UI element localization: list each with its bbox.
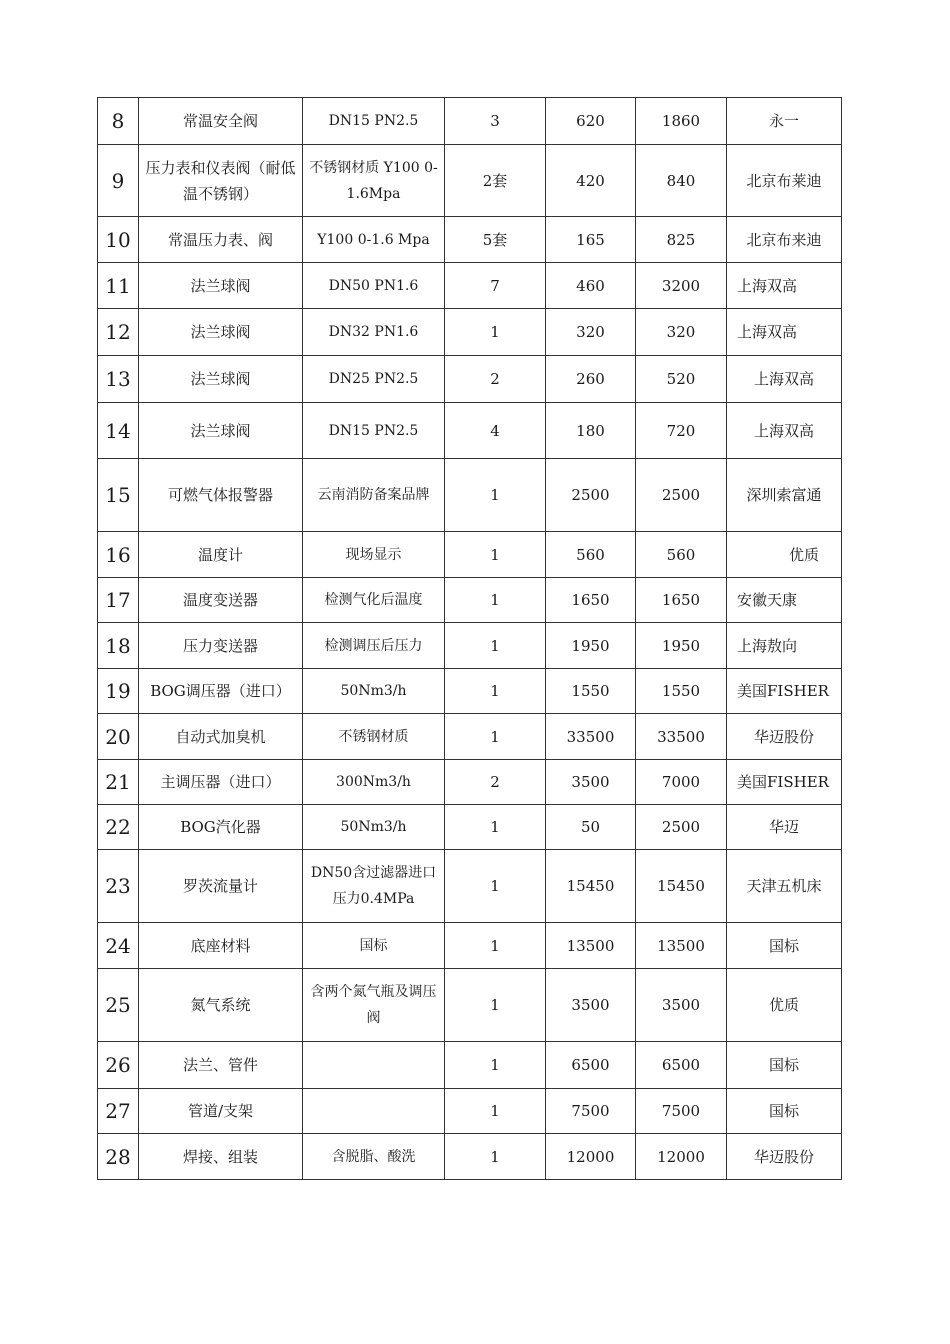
item-unit-price: 2500 [546, 459, 636, 532]
item-total: 15450 [636, 850, 727, 923]
item-name: 氮气系统 [139, 969, 303, 1042]
item-unit-price: 1650 [546, 578, 636, 623]
row-number: 28 [98, 1134, 139, 1180]
item-total: 560 [636, 532, 727, 578]
item-spec: DN15 PN2.5 [303, 403, 445, 459]
table-row [98, 459, 842, 532]
table-row [98, 98, 842, 145]
table-row [98, 578, 842, 623]
item-unit-price: 620 [546, 98, 636, 145]
item-spec: DN50 PN1.6 [303, 263, 445, 309]
item-spec: 云南消防备案品牌 [303, 459, 445, 532]
item-total: 3200 [636, 263, 727, 309]
item-brand: 优质 [727, 969, 842, 1042]
item-brand: 北京布来迪 [727, 217, 842, 263]
item-unit-price: 15450 [546, 850, 636, 923]
item-quantity: 1 [445, 1042, 546, 1089]
item-brand: 华迈股份 [727, 1134, 842, 1180]
item-total: 825 [636, 217, 727, 263]
item-unit-price: 460 [546, 263, 636, 309]
item-brand: 上海双高 [727, 309, 842, 356]
item-unit-price: 1550 [546, 669, 636, 714]
item-unit-price: 6500 [546, 1042, 636, 1089]
item-name: 法兰球阀 [139, 309, 303, 356]
item-total: 3500 [636, 969, 727, 1042]
equipment-price-table [97, 97, 842, 1180]
row-number: 9 [98, 145, 139, 217]
table-row [98, 1134, 842, 1180]
row-number: 24 [98, 923, 139, 969]
item-name: 法兰、管件 [139, 1042, 303, 1089]
item-spec: DN50含过滤器进口压力0.4MPa [303, 850, 445, 923]
table-row [98, 669, 842, 714]
item-brand: 永一 [727, 98, 842, 145]
item-brand: 美国FISHER [727, 669, 842, 714]
item-total: 7500 [636, 1089, 727, 1134]
item-brand: 深圳索富通 [727, 459, 842, 532]
item-name: BOG调压器（进口） [139, 669, 303, 714]
item-unit-price: 1950 [546, 623, 636, 669]
item-quantity: 2 [445, 356, 546, 403]
table-row [98, 805, 842, 850]
item-spec: 300Nm3/h [303, 760, 445, 805]
item-spec: 检测调压后压力 [303, 623, 445, 669]
item-spec: Y100 0-1.6 Mpa [303, 217, 445, 263]
item-name: 自动式加臭机 [139, 714, 303, 760]
row-number: 25 [98, 969, 139, 1042]
table-row [98, 850, 842, 923]
item-spec: DN15 PN2.5 [303, 98, 445, 145]
row-number: 15 [98, 459, 139, 532]
item-brand: 安徽天康 [727, 578, 842, 623]
item-total: 13500 [636, 923, 727, 969]
item-unit-price: 420 [546, 145, 636, 217]
row-number: 8 [98, 98, 139, 145]
item-total: 720 [636, 403, 727, 459]
item-name: 常温压力表、阀 [139, 217, 303, 263]
item-spec: 不锈钢材质 [303, 714, 445, 760]
item-brand: 优质 [727, 532, 842, 578]
table-row [98, 263, 842, 309]
item-quantity: 7 [445, 263, 546, 309]
item-brand: 国标 [727, 1042, 842, 1089]
item-quantity: 1 [445, 459, 546, 532]
item-name: 法兰球阀 [139, 263, 303, 309]
item-quantity: 1 [445, 850, 546, 923]
table-row [98, 923, 842, 969]
row-number: 18 [98, 623, 139, 669]
table-row [98, 217, 842, 263]
item-total: 2500 [636, 805, 727, 850]
table-row [98, 623, 842, 669]
item-name: 主调压器（进口） [139, 760, 303, 805]
item-unit-price: 3500 [546, 760, 636, 805]
item-total: 520 [636, 356, 727, 403]
item-quantity: 4 [445, 403, 546, 459]
row-number: 27 [98, 1089, 139, 1134]
item-brand: 华迈 [727, 805, 842, 850]
item-spec: 现场显示 [303, 532, 445, 578]
item-unit-price: 33500 [546, 714, 636, 760]
row-number: 16 [98, 532, 139, 578]
item-spec: 50Nm3/h [303, 669, 445, 714]
row-number: 17 [98, 578, 139, 623]
item-spec: 含脱脂、酸洗 [303, 1134, 445, 1180]
item-brand: 上海敖向 [727, 623, 842, 669]
item-total: 12000 [636, 1134, 727, 1180]
item-unit-price: 12000 [546, 1134, 636, 1180]
item-unit-price: 320 [546, 309, 636, 356]
row-number: 21 [98, 760, 139, 805]
item-total: 33500 [636, 714, 727, 760]
item-quantity: 1 [445, 309, 546, 356]
item-total: 1550 [636, 669, 727, 714]
row-number: 12 [98, 309, 139, 356]
item-unit-price: 260 [546, 356, 636, 403]
item-total: 1950 [636, 623, 727, 669]
item-unit-price: 560 [546, 532, 636, 578]
table-row [98, 760, 842, 805]
item-name: 管道/支架 [139, 1089, 303, 1134]
row-number: 13 [98, 356, 139, 403]
table-row [98, 532, 842, 578]
row-number: 23 [98, 850, 139, 923]
item-name: BOG汽化器 [139, 805, 303, 850]
item-name: 常温安全阀 [139, 98, 303, 145]
item-quantity: 5套 [445, 217, 546, 263]
item-total: 1860 [636, 98, 727, 145]
table-row [98, 969, 842, 1042]
table-row [98, 145, 842, 217]
item-unit-price: 180 [546, 403, 636, 459]
item-total: 320 [636, 309, 727, 356]
item-name: 压力变送器 [139, 623, 303, 669]
item-brand: 国标 [727, 1089, 842, 1134]
item-unit-price: 3500 [546, 969, 636, 1042]
item-name: 焊接、组装 [139, 1134, 303, 1180]
item-brand: 上海双高 [727, 263, 842, 309]
item-name: 法兰球阀 [139, 403, 303, 459]
item-quantity: 1 [445, 578, 546, 623]
item-name: 温度计 [139, 532, 303, 578]
item-brand: 美国FISHER [727, 760, 842, 805]
item-spec: 不锈钢材质 Y100 0-1.6Mpa [303, 145, 445, 217]
item-quantity: 2套 [445, 145, 546, 217]
item-spec: DN25 PN2.5 [303, 356, 445, 403]
item-quantity: 1 [445, 532, 546, 578]
item-name: 罗茨流量计 [139, 850, 303, 923]
item-spec: 检测气化后温度 [303, 578, 445, 623]
item-name: 可燃气体报警器 [139, 459, 303, 532]
table-row [98, 356, 842, 403]
item-name: 温度变送器 [139, 578, 303, 623]
item-spec: 50Nm3/h [303, 805, 445, 850]
row-number: 19 [98, 669, 139, 714]
table-row [98, 309, 842, 356]
row-number: 22 [98, 805, 139, 850]
item-quantity: 1 [445, 805, 546, 850]
item-name: 压力表和仪表阀（耐低温不锈钢） [139, 145, 303, 217]
item-brand: 上海双高 [727, 403, 842, 459]
item-brand: 上海双高 [727, 356, 842, 403]
item-quantity: 1 [445, 1134, 546, 1180]
item-total: 1650 [636, 578, 727, 623]
table-row [98, 1089, 842, 1134]
item-quantity: 2 [445, 760, 546, 805]
item-spec: 国标 [303, 923, 445, 969]
table-body [98, 98, 842, 1180]
item-unit-price: 165 [546, 217, 636, 263]
item-quantity: 1 [445, 1089, 546, 1134]
item-brand: 国标 [727, 923, 842, 969]
item-spec: 含两个氮气瓶及调压阀 [303, 969, 445, 1042]
table-row [98, 1042, 842, 1089]
item-brand: 北京布莱迪 [727, 145, 842, 217]
item-name: 法兰球阀 [139, 356, 303, 403]
item-total: 840 [636, 145, 727, 217]
item-quantity: 1 [445, 923, 546, 969]
item-quantity: 1 [445, 669, 546, 714]
item-quantity: 1 [445, 969, 546, 1042]
item-quantity: 1 [445, 714, 546, 760]
item-unit-price: 13500 [546, 923, 636, 969]
table-row [98, 403, 842, 459]
row-number: 14 [98, 403, 139, 459]
item-total: 7000 [636, 760, 727, 805]
item-total: 6500 [636, 1042, 727, 1089]
item-quantity: 1 [445, 623, 546, 669]
item-brand: 天津五机床 [727, 850, 842, 923]
row-number: 20 [98, 714, 139, 760]
item-spec [303, 1089, 445, 1134]
item-unit-price: 50 [546, 805, 636, 850]
row-number: 10 [98, 217, 139, 263]
item-brand: 华迈股份 [727, 714, 842, 760]
item-quantity: 3 [445, 98, 546, 145]
item-spec: DN32 PN1.6 [303, 309, 445, 356]
row-number: 26 [98, 1042, 139, 1089]
item-spec [303, 1042, 445, 1089]
item-name: 底座材料 [139, 923, 303, 969]
item-total: 2500 [636, 459, 727, 532]
table-row [98, 714, 842, 760]
item-unit-price: 7500 [546, 1089, 636, 1134]
row-number: 11 [98, 263, 139, 309]
